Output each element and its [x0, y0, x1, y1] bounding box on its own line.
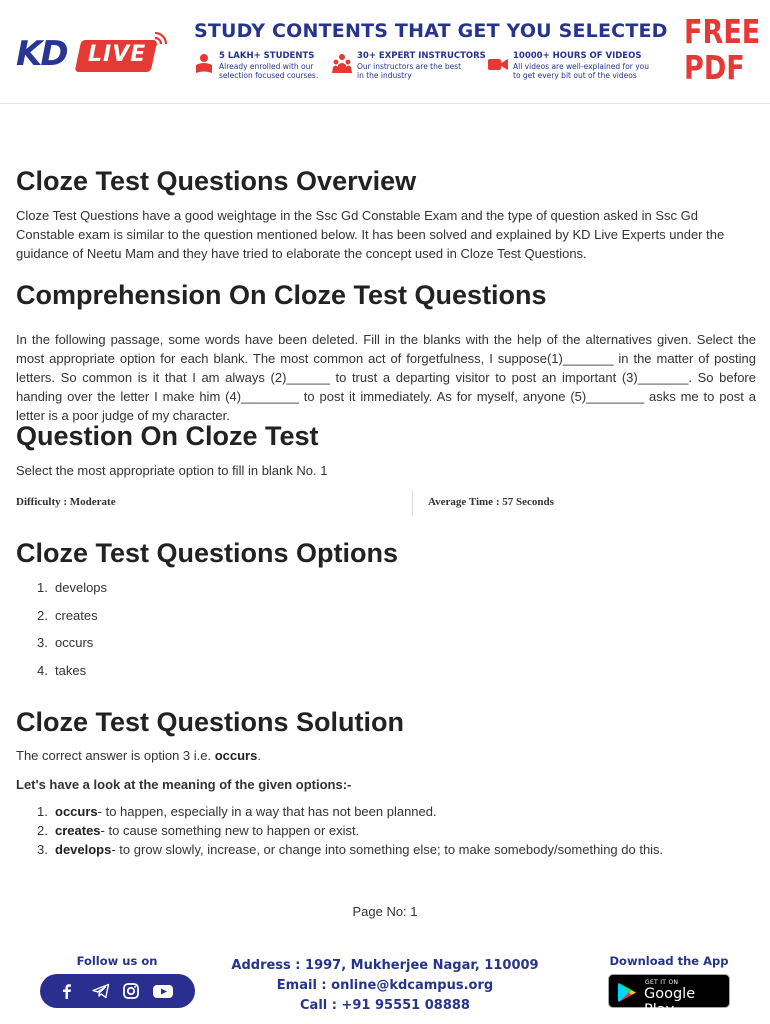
- option-number: 4.: [37, 662, 48, 678]
- option-item: [37, 606, 107, 634]
- free-pdf-badge: [684, 12, 761, 87]
- feature-desc-line: Already enrolled with our: [219, 62, 314, 71]
- overview-heading: Cloze Test Questions Overview: [16, 166, 417, 196]
- get-it-on-text: GET IT ON: [645, 979, 679, 986]
- options-list: [37, 578, 107, 688]
- meaning-item: [37, 840, 757, 859]
- correct-answer-text: [16, 746, 261, 765]
- banner-title: STUDY CONTENTS THAT GET YOU SELECTED: [194, 20, 668, 42]
- difficulty-label: Difficulty : Moderate: [16, 496, 116, 508]
- solution-heading: Cloze Test Questions Solution: [16, 707, 405, 737]
- option-label: occurs: [55, 635, 94, 650]
- instagram-icon[interactable]: [122, 982, 140, 1000]
- feature-title: 10000+ HOURS OF VIDEOS: [513, 51, 642, 61]
- meaning-word: develops: [55, 842, 112, 857]
- student-icon: [194, 53, 214, 75]
- facebook-icon[interactable]: [58, 982, 76, 1000]
- overview-text: Cloze Test Questions have a good weightage in the Ssc Gd Constable Exam and the type of question asked in Ssc Gd Constable exam is similar to the question mentioned below. It has been solved and explained by KD Live Experts under the guidance of Neetu Mam and they have tried to elaborate the concept used in Cloze Test Questions.: [16, 208, 725, 261]
- social-links: [40, 974, 195, 1008]
- question-heading: Question On Cloze Test: [16, 421, 319, 451]
- average-time-label: Average Time : 57 Seconds: [428, 496, 554, 508]
- comprehension-heading: Comprehension On Cloze Test Questions: [16, 280, 547, 310]
- meaning-item: [37, 802, 757, 821]
- feature-desc-line: Our instructors are the best: [357, 62, 462, 71]
- telegram-icon[interactable]: [92, 982, 110, 1000]
- feature-desc: [513, 62, 649, 80]
- logo-kd-text: KD: [16, 34, 67, 74]
- meaning-definition: - to cause something new to happen or exist.: [100, 823, 360, 838]
- youtube-icon[interactable]: [152, 982, 174, 1000]
- options-heading: Cloze Test Questions Options: [16, 538, 399, 568]
- contact-info: [220, 956, 550, 1016]
- google-play-button[interactable]: [608, 974, 730, 1018]
- option-item: [37, 578, 107, 606]
- meaning-number: 1.: [37, 804, 48, 819]
- free-text: FREE: [684, 12, 761, 51]
- feature-desc-line: to get every bit out of the videos: [513, 71, 637, 80]
- option-item: [37, 633, 107, 661]
- feature-students: [194, 51, 344, 81]
- answer-suffix: .: [257, 748, 261, 763]
- instructor-icon: [332, 53, 352, 75]
- option-label: develops: [55, 580, 108, 595]
- feature-desc-line: selection focused courses.: [219, 71, 319, 80]
- meaning-item: [37, 821, 757, 840]
- header-banner: [0, 0, 770, 104]
- address-text: Address : 1997, Mukherjee Nagar, 110009: [231, 958, 539, 973]
- question-text: Select the most appropriate option to fill in blank No. 1: [16, 463, 328, 478]
- option-number: 2.: [37, 607, 48, 623]
- google-play-icon: [617, 982, 637, 1003]
- feature-desc: [357, 62, 461, 80]
- email-text[interactable]: Email : online@kdcampus.org: [276, 978, 494, 993]
- meaning-number: 2.: [37, 823, 48, 838]
- option-item: [37, 661, 107, 689]
- option-number: 1.: [37, 580, 48, 595]
- pdf-text: PDF: [684, 48, 745, 87]
- feature-title: 30+ EXPERT INSTRUCTORS: [357, 51, 486, 61]
- footer: [0, 940, 770, 1024]
- logo-live-text: LIVE: [88, 42, 147, 67]
- meanings-intro: Let's have a look at the meaning of the given options:-: [16, 777, 352, 792]
- option-label: creates: [55, 607, 98, 623]
- feature-desc-line: in the industry: [357, 71, 412, 80]
- download-app-label: Download the App: [609, 954, 729, 968]
- meaning-number: 3.: [37, 842, 48, 857]
- broadcast-icon: [151, 28, 171, 48]
- meta-divider: [412, 490, 413, 516]
- feature-title: 5 LAKH+ STUDENTS: [219, 51, 315, 61]
- video-camera-icon: [488, 53, 508, 75]
- page-number: Page No: 1: [352, 904, 418, 919]
- meaning-word: occurs: [55, 804, 98, 819]
- option-label: takes: [55, 662, 87, 678]
- feature-videos: [488, 51, 668, 81]
- kd-live-logo[interactable]: [16, 28, 171, 78]
- feature-desc-line: All videos are well-explained for you: [513, 62, 650, 71]
- answer-word: occurs: [214, 748, 258, 763]
- comprehension-passage: In the following passage, some words have been deleted. Fill in the blanks with the help of the alternatives given. Select the most appropriate option for each blank. The most common act of forgetfulness, I suppose(1)_______ in the matter of posting letters. So common is it that I am always (2)______ to trust a departing visitor to post an important (3)_______. So before handing over the letter I make him (4)________ to post it immediately. As for myself, anyone (5)________ asks me to post a letter is a poor judge of my character.: [16, 332, 756, 423]
- follow-us-label: Follow us on: [76, 954, 158, 968]
- question-meta-row: [16, 490, 756, 518]
- google-play-text: Google Play: [644, 986, 696, 1018]
- meaning-definition: - to happen, especially in a way that has not been planned.: [97, 804, 437, 819]
- option-number: 3.: [37, 635, 48, 650]
- phone-text[interactable]: Call : +91 95551 08888: [300, 998, 470, 1013]
- answer-prefix: The correct answer is option 3 i.e.: [16, 748, 215, 763]
- feature-instructors: [332, 51, 486, 81]
- feature-desc: [219, 62, 318, 80]
- meaning-word: creates: [55, 823, 101, 838]
- meaning-definition: - to grow slowly, increase, or change into something else; to make somebody/something do this.: [111, 842, 664, 857]
- meanings-list: [37, 802, 757, 859]
